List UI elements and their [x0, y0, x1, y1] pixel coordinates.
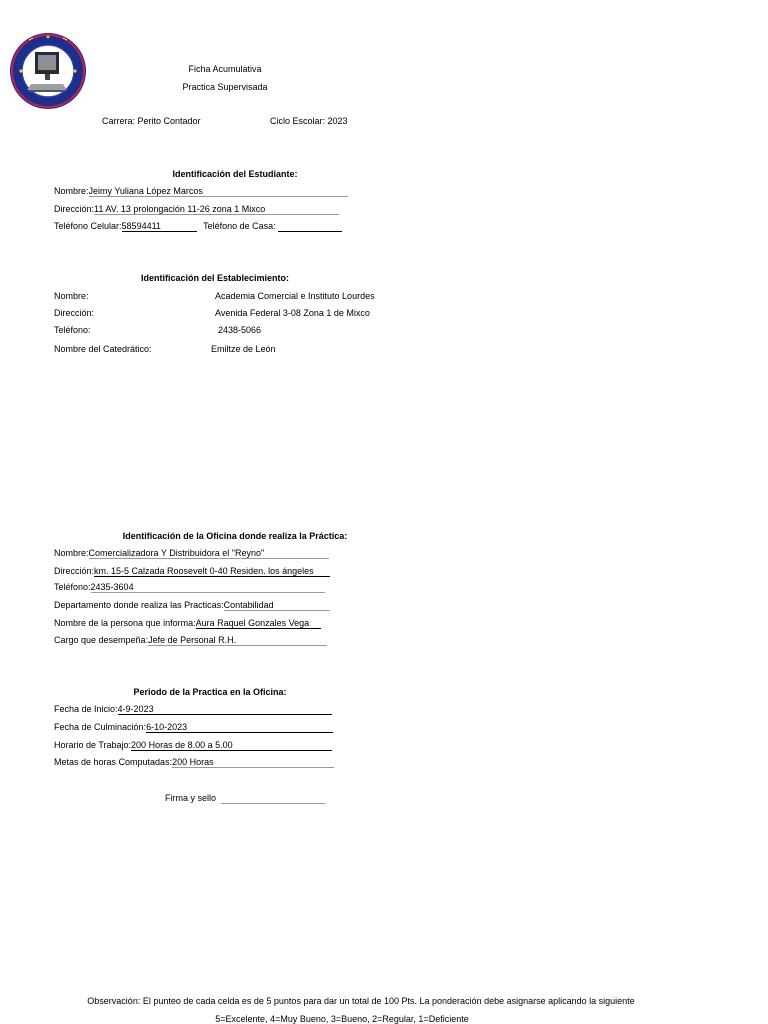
oficina-informa-value: Aura Raquel Gonzales Vega: [196, 618, 321, 629]
establecimiento-catedratico-value: Emiltze de León: [211, 344, 276, 354]
oficina-informa-label: Nombre de la persona que informa:: [54, 618, 196, 628]
oficina-cargo-label: Cargo que desempeña:: [54, 635, 149, 645]
ciclo-text: Ciclo Escolar: 2023: [270, 116, 348, 126]
oficina-departamento-row: [54, 600, 330, 611]
oficina-direccion-label: Dirección:: [54, 566, 95, 576]
estudiante-telcel-value: 58594411: [122, 221, 197, 232]
escala-text: 5=Excelente, 4=Muy Bueno, 3=Bueno, 2=Regular, 1=Deficiente: [215, 1014, 469, 1024]
estudiante-direccion-value: 11 AV. 13 prolongación 11-26 zona 1 Mixco: [94, 204, 339, 215]
oficina-nombre-label: Nombre:: [54, 548, 89, 558]
periodo-horario-label: Horario de Trabajo:: [54, 740, 132, 750]
periodo-inicio-row: [54, 704, 332, 715]
oficina-telefono-value: 2435-3604: [91, 582, 325, 593]
estudiante-nombre-value: Jeimy Yuliana López Marcos: [89, 186, 348, 197]
estudiante-direccion-label: Dirección:: [54, 204, 95, 214]
estudiante-direccion-row: [54, 204, 339, 215]
periodo-culminacion-value: 6-10-2023: [146, 722, 333, 733]
periodo-horario-row: [54, 740, 332, 751]
oficina-nombre-row: [54, 548, 329, 559]
establecimiento-nombre-label: Nombre:: [54, 291, 89, 301]
periodo-heading: Periodo de la Practica en la Oficina:: [133, 687, 287, 697]
oficina-cargo-value: Jefe de Personal R.H.: [148, 635, 327, 646]
periodo-inicio-label: Fecha de Inicio:: [54, 704, 118, 714]
estudiante-heading: Identificación del Estudiante:: [172, 169, 298, 179]
periodo-metas-value: 200 Horas: [172, 757, 334, 768]
oficina-departamento-label: Departamento donde realiza las Practicas:: [54, 600, 224, 610]
periodo-metas-row: [54, 757, 334, 768]
oficina-telefono-row: [54, 582, 325, 593]
establecimiento-direccion-value: Avenida Federal 3-08 Zona 1 de Mixco: [215, 308, 370, 318]
establecimiento-telefono-label: Teléfono:: [54, 325, 91, 335]
oficina-cargo-row: [54, 635, 327, 646]
periodo-horario-value: 200 Horas de 8.00 a 5.00: [131, 740, 332, 751]
establecimiento-catedratico-label: Nombre del Catedrático:: [54, 344, 152, 354]
firma-label: Firma y sello: [165, 793, 217, 803]
firma-line: [221, 793, 325, 804]
estudiante-nombre-row: [54, 186, 348, 197]
title-ficha: Ficha Acumulativa: [188, 64, 262, 74]
school-logo: [9, 30, 89, 112]
periodo-metas-label: Metas de horas Computadas:: [54, 757, 173, 767]
establecimiento-heading: Identificación del Establecimiento:: [140, 273, 290, 283]
estudiante-telcasa-label: Teléfono de Casa:: [203, 221, 276, 231]
establecimiento-nombre-value: Academia Comercial e Instituto Lourdes: [215, 291, 375, 301]
oficina-direccion-row: [54, 566, 330, 577]
oficina-telefono-label: Teléfono:: [54, 582, 91, 592]
oficina-heading: Identificación de la Oficina donde realiza la Práctica:: [122, 531, 348, 541]
oficina-direccion-value: km. 15-5 Calzada Roosevelt 0-40 Residen. los ángeles: [94, 566, 330, 577]
estudiante-telcel-label: Teléfono Celular:: [54, 221, 122, 231]
oficina-informa-row: [54, 618, 321, 629]
periodo-inicio-value: 4-9-2023: [118, 704, 332, 715]
oficina-departamento-value: Contabilidad: [224, 600, 330, 611]
title-practica: Practica Supervisada: [182, 82, 268, 92]
estudiante-telefono-row: [54, 221, 342, 232]
estudiante-telcasa-value: [278, 221, 342, 232]
estudiante-nombre-label: Nombre:: [54, 186, 89, 196]
establecimiento-direccion-label: Dirección:: [54, 308, 95, 318]
observacion-text: Observación: El punteo de cada celda es de 5 puntos para dar un total de 100 Pts. La ponderación debe asignarse aplicando la siguiente: [87, 996, 635, 1006]
periodo-culminacion-label: Fecha de Culminación:: [54, 722, 147, 732]
carrera-text: Carrera: Perito Contador: [102, 116, 201, 126]
periodo-culminacion-row: [54, 722, 333, 733]
oficina-nombre-value: Comercializadora Y Distribuidora el "Reyno": [89, 548, 329, 559]
firma-row: [165, 793, 325, 804]
establecimiento-telefono-value: 2438-5066: [218, 325, 262, 335]
